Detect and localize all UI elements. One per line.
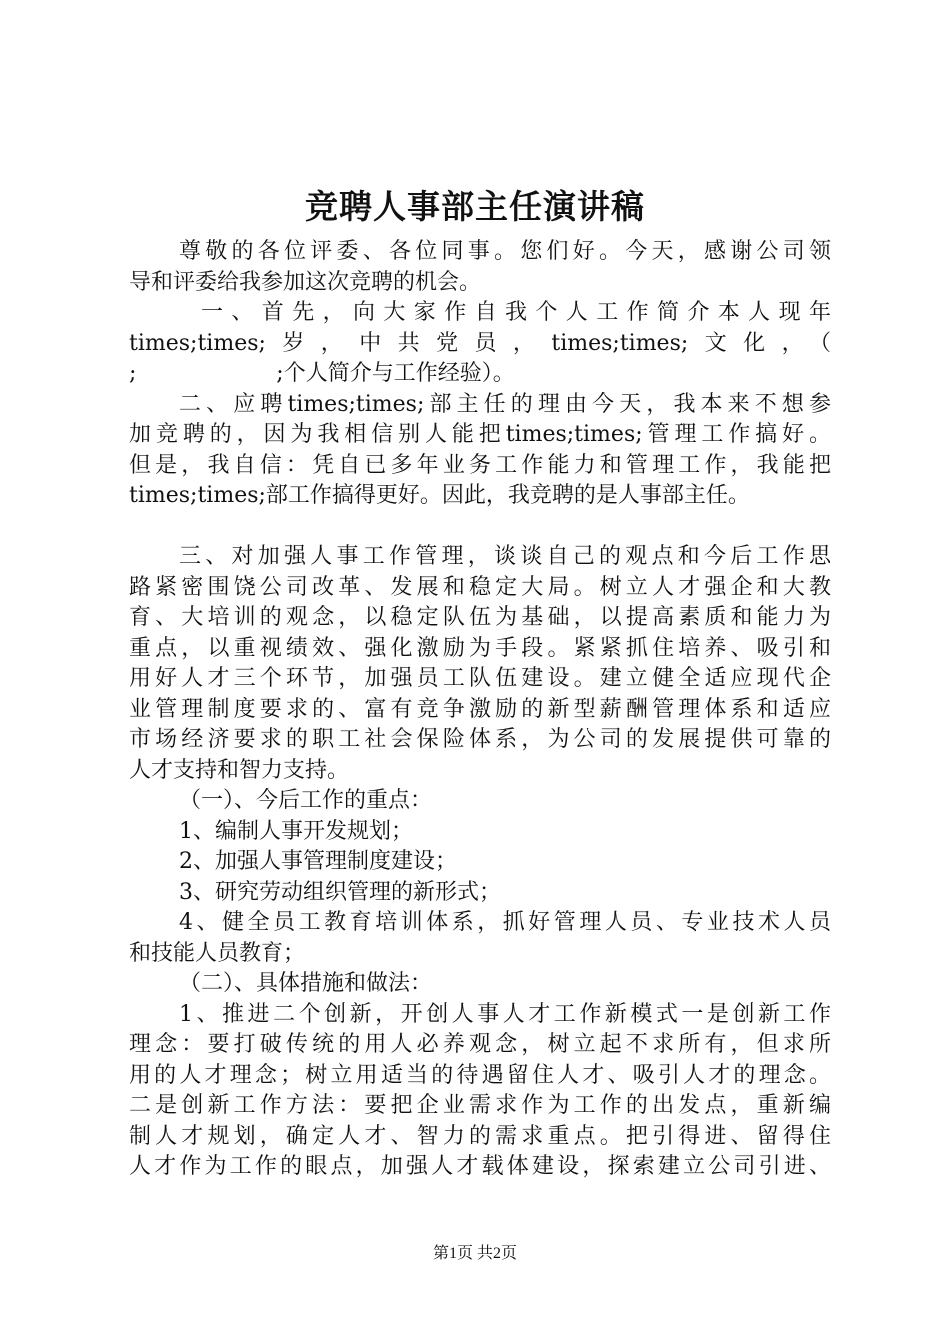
paragraph-line: 和技能人员教育； (129, 940, 306, 966)
paragraph-line: 重点，以重视绩效、强化激励为手段。紧紧抓住培养、吸引和 (129, 635, 831, 661)
list-item: 2、加强人事管理制度建设； (179, 849, 457, 874)
paragraph-line: 导和评委给我参加这次竞聘的机会。 (129, 269, 482, 295)
paragraph-line: 业管理制度要求的、富有竞争激励的新型薪酬管理体系和适应 (129, 696, 831, 722)
paragraph-line: times;times;岁，中共党员，times;times;文化，（ (129, 330, 831, 356)
paragraph-line: 理念：要打破传统的用人必养观念，树立起不求所有，但求所 (129, 1032, 831, 1057)
section-heading: （二）、具体措施和做法： (179, 971, 433, 996)
paragraph-line: 用好人才三个环节，加强员工队伍建设。建立健全适应现代企 (129, 666, 831, 691)
paragraph-line: 一、首先，向大家作自我个人工作简介本人现年 (201, 300, 831, 325)
paragraph-line: 育、大培训的观念，以稳定队伍为基础，以提高素质和能力为 (129, 605, 831, 630)
list-item: 4、健全员工教育培训体系，抓好管理人员、专业技术人员 (179, 910, 831, 935)
page-footer: 第1页 共2页 (432, 1245, 517, 1262)
list-item: 1、编制人事开发规划； (179, 818, 413, 844)
paragraph-line: 尊敬的各位评委、各位同事。您们好。今天，感谢公司领 (179, 239, 831, 264)
section-heading: （一）、今后工作的重点： (179, 788, 433, 813)
paragraph-line: 制人才规划，确定人才、智力的需求重点。把引得进、留得住 (129, 1123, 831, 1149)
paragraph-line: 路紧密围饶公司改革、发展和稳定大局。树立人才强企和大教 (129, 574, 831, 600)
document-title: 竞聘人事部主任演讲稿 (305, 187, 645, 226)
paragraph-line: 人才作为工作的眼点，加强人才载体建设，探索建立公司引进、 (129, 1154, 831, 1179)
paragraph-line: times;times;部工作搞得更好。因此，我竞聘的是人事部主任。 (129, 483, 750, 508)
paragraph-line: 市场经济要求的职工社会保险体系，为公司的发展提供可靠的 (129, 727, 831, 752)
list-item: 3、研究劳动组织管理的新形式； (179, 879, 501, 905)
paragraph-line: 二是创新工作方法：要把企业需求作为工作的出发点，重新编 (129, 1093, 831, 1118)
list-item: 1、推进二个创新，开创人事人才工作新模式一是创新工作 (179, 1001, 831, 1027)
paragraph-line: 二、应聘times;times;部主任的理由今天，我本来不想参 (179, 391, 831, 417)
paragraph-line: 三、对加强人事工作管理，谈谈自己的观点和今后工作思 (179, 544, 831, 569)
paragraph-line: 用的人才理念；树立用适当的待遇留住人才、吸引人才的理念。 (129, 1062, 831, 1088)
paragraph-line: 但是，我自信：凭自已多年业务工作能力和管理工作，我能把 (129, 452, 831, 478)
document-body (129, 237, 831, 1183)
blank-line (129, 512, 831, 543)
paragraph-line: 加竞聘的，因为我相信别人能把times;times;管理工作搞好。 (129, 422, 831, 447)
paragraph-line: ; ;个人简介与工作经验）。 (129, 361, 515, 386)
paragraph-line: 人才支持和智力支持。 (129, 757, 350, 783)
